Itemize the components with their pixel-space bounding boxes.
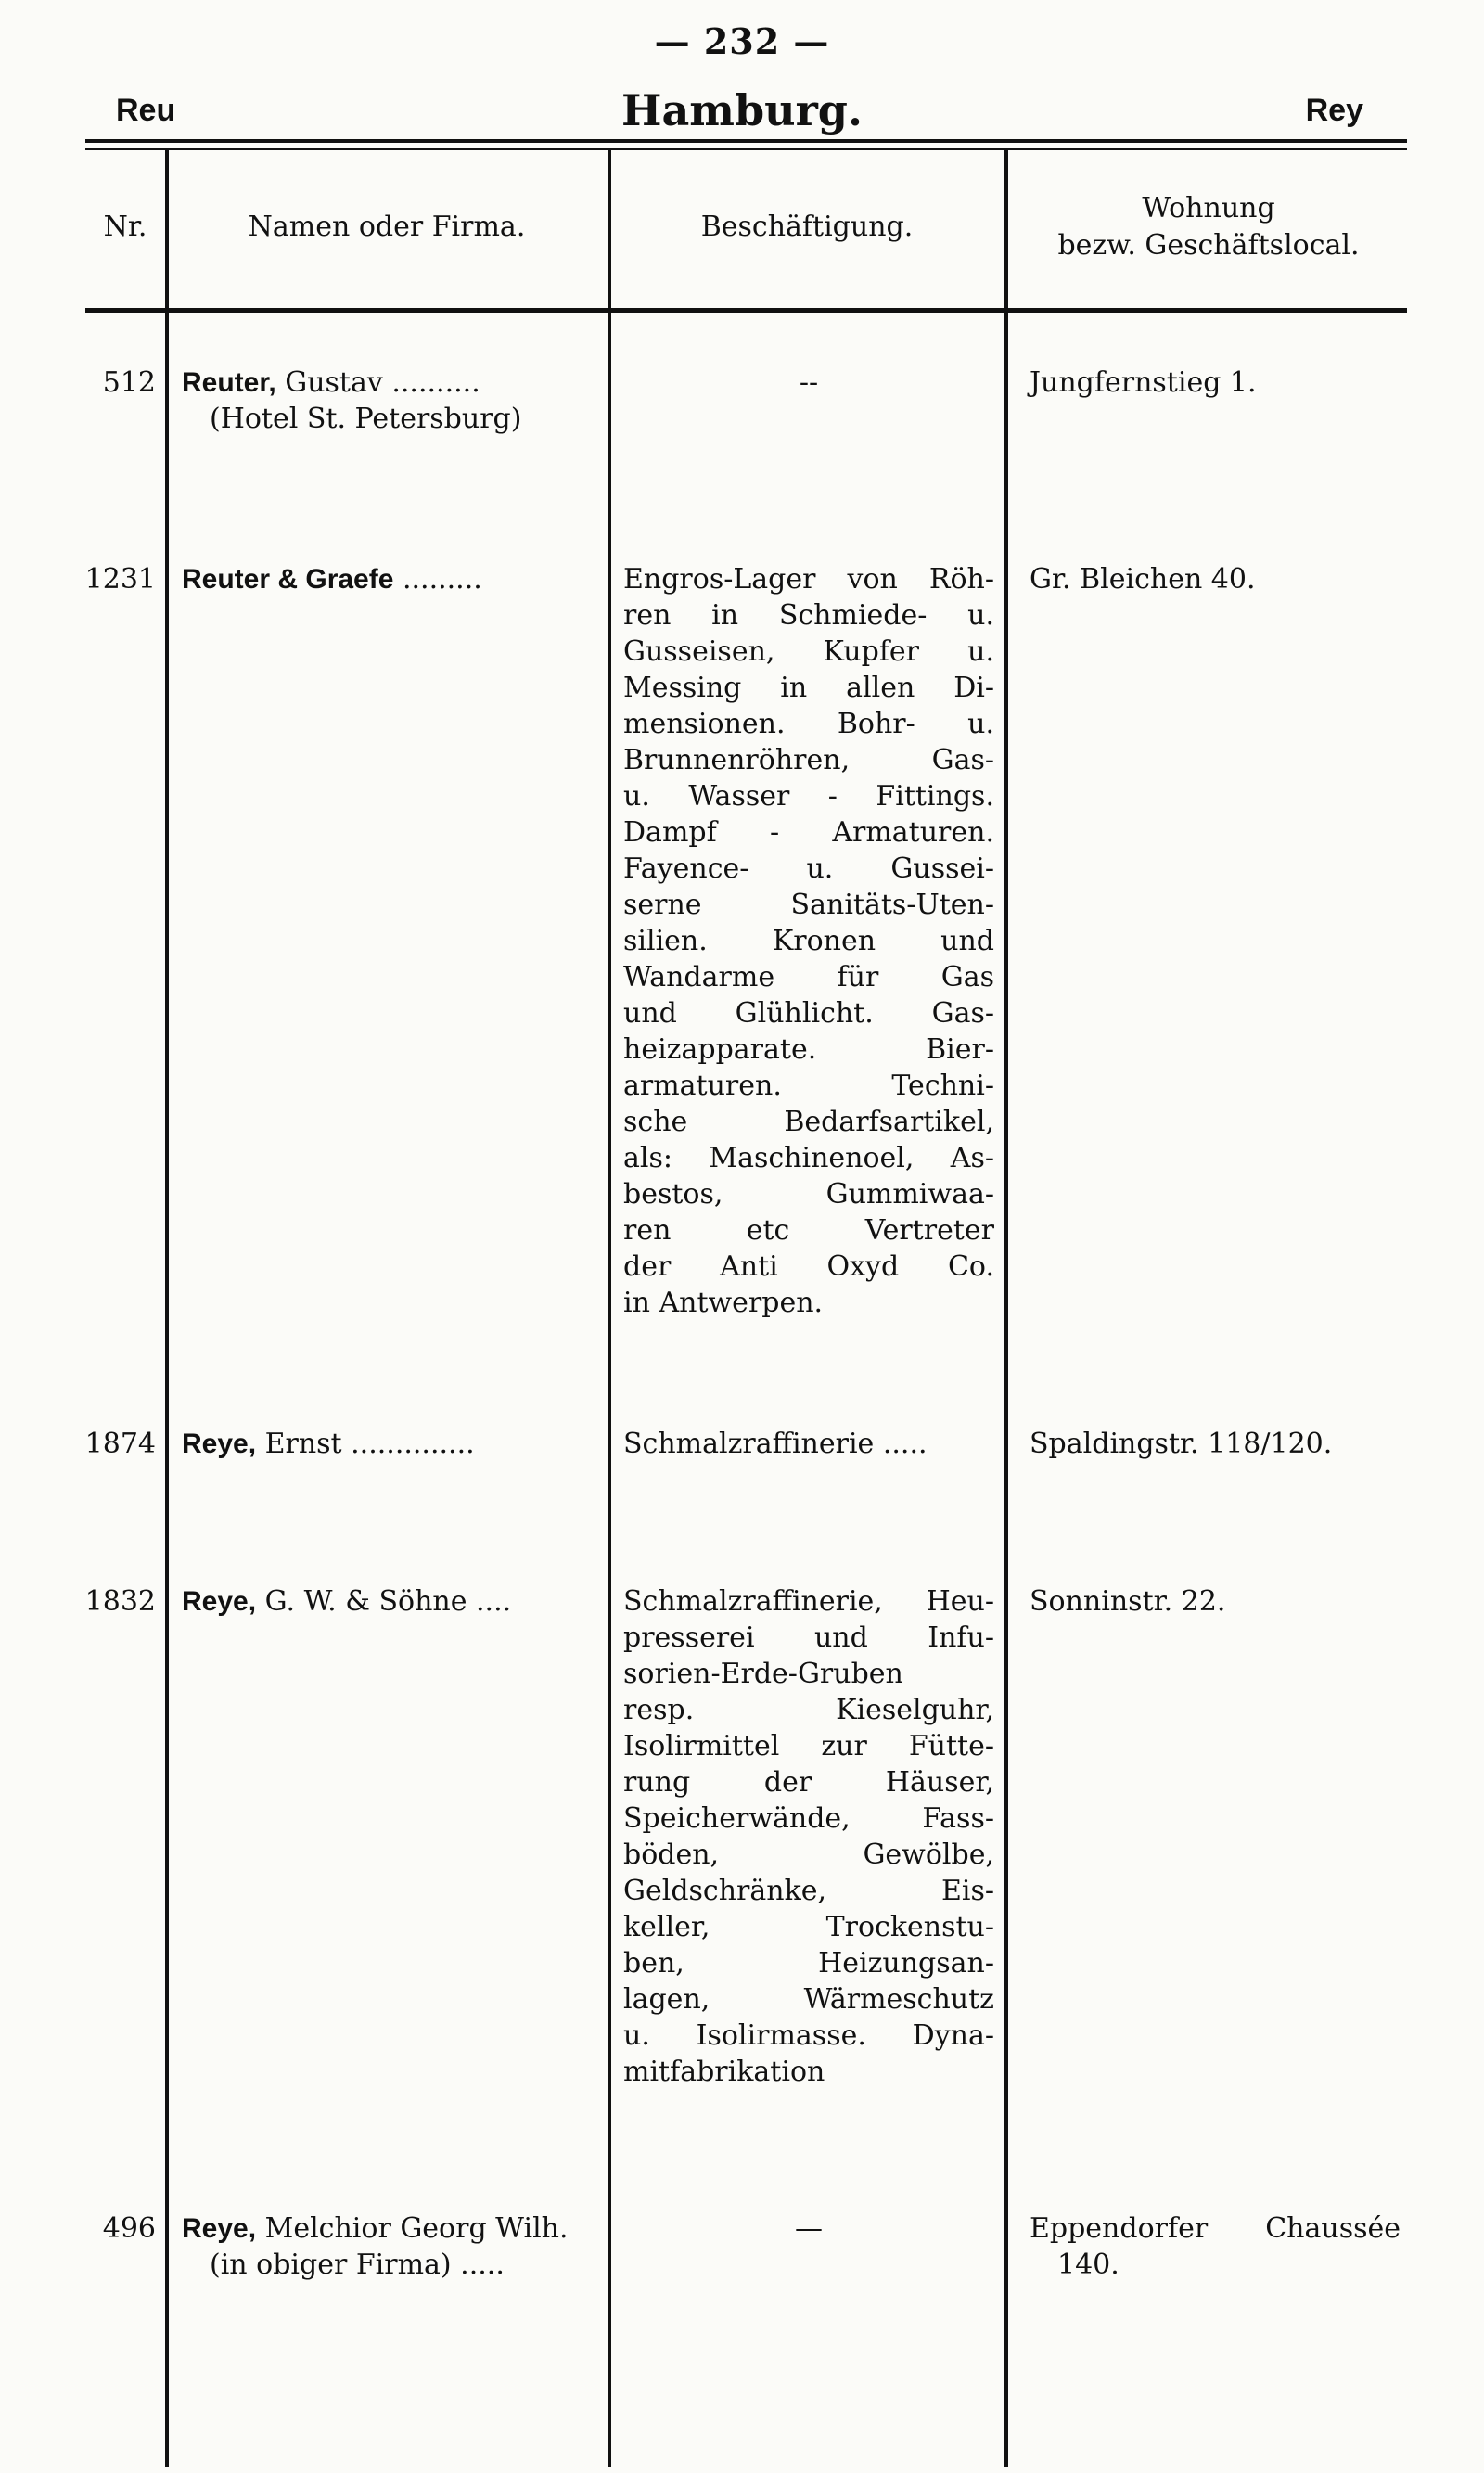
entry-address (1030, 1583, 1401, 1620)
entry-job-line: Geldschränke, Eis- (623, 1875, 994, 1907)
entry-name-rest: Gustav .......... (275, 366, 480, 399)
entry-address-line: 140. (1057, 2249, 1119, 2281)
entry-name (182, 2210, 599, 2283)
entry-nr: 512 (102, 366, 156, 399)
entry-job-line: Speicherwände, Fass- (623, 1802, 994, 1835)
page-number: — 232 — (654, 20, 830, 62)
entry-job-line: ben, Heizungsan- (623, 1947, 994, 1980)
column-divider-3 (1004, 148, 1008, 2467)
entry-job-line: als: Maschinenoel, As- (623, 1142, 994, 1174)
entry-job-line: sche Bedarfsartikel, (623, 1106, 994, 1138)
entry-name (182, 365, 599, 437)
entry-job-line: Fayence- u. Gussei- (623, 852, 994, 885)
entry-job-line: bestos, Gummiwaa- (623, 1178, 994, 1211)
entry-name-rest: G. W. & Söhne .... (256, 1585, 512, 1618)
entry-nr: 1231 (84, 563, 156, 596)
entry-name-bold: Reuter, (182, 367, 276, 398)
entry-name-bold: Reye, (182, 1429, 257, 1459)
entry-address (1030, 2210, 1401, 2283)
entry-job-line: sorien-Erde-Gruben (623, 1658, 903, 1690)
column-header-addr-line1: Wohnung (1142, 192, 1275, 224)
entry-job-line: rung der Häuser, (623, 1766, 994, 1799)
entry-job-line: in Antwerpen. (623, 1287, 824, 1319)
entry-address-line: Jungfernstieg 1. (1030, 366, 1257, 399)
entry-job-line: Wandarme für Gas (623, 961, 994, 993)
entry-job-line: — (795, 2212, 823, 2245)
entry-address (1030, 1426, 1401, 1462)
entry-job-line: Isolirmittel zur Fütte- (623, 1730, 994, 1762)
entry-job-line: -- (799, 366, 819, 399)
column-header-job: Beschäftigung. (700, 211, 914, 243)
header-rule-top (85, 139, 1407, 143)
entry-job-line: resp. Kieselguhr, (623, 1694, 994, 1726)
entry-job-line: keller, Trockenstu- (623, 1911, 994, 1943)
entry-job (623, 365, 994, 401)
entry-job-line: Engros-Lager von Röh- (623, 563, 994, 596)
entry-job-line: Dampf - Armaturen. (623, 816, 994, 849)
entry-job-line: böden, Gewölbe, (623, 1839, 994, 1871)
entry-job-line: ren in Schmiede- u. (623, 599, 994, 632)
entry-job-line: lagen, Wärmeschutz (623, 1983, 994, 2016)
running-head-right: Rey (1305, 93, 1363, 128)
entry-name (182, 561, 599, 597)
entry-name-rest: ......... (393, 563, 482, 596)
column-divider-2 (608, 148, 611, 2467)
entry-job-line: Schmalzraffinerie ..... (623, 1428, 928, 1460)
entry-job-line: Messing in allen Di- (623, 672, 994, 704)
entry-name (182, 1426, 599, 1462)
entry-job-line: u. Isolirmasse. Dyna- (623, 2019, 994, 2052)
entry-nr: 1832 (84, 1585, 156, 1618)
column-header-name: Namen oder Firma. (248, 211, 526, 243)
entry-job (623, 561, 994, 1321)
entry-address (1030, 561, 1401, 597)
entry-name (182, 1583, 599, 1620)
column-header-rule (85, 308, 1407, 313)
entry-job-line: Schmalzraffinerie, Heu- (623, 1585, 994, 1618)
entry-address-line: Spaldingstr. 118/120. (1030, 1428, 1333, 1460)
entry-job-line: der Anti Oxyd Co. (623, 1250, 994, 1283)
entry-job-line: u. Wasser - Fittings. (623, 780, 994, 813)
entry-job-line: mitfabrikation (623, 2056, 825, 2088)
entry-address-line: Gr. Bleichen 40. (1030, 563, 1256, 596)
entry-name-bold: Reuter & Graefe (182, 564, 394, 595)
header-rule-bottom (85, 148, 1407, 150)
entry-job-line: armaturen. Techni- (623, 1070, 994, 1102)
entry-job-line: heizapparate. Bier- (623, 1033, 994, 1066)
entry-job-line: presserei und Infu- (623, 1621, 994, 1654)
entry-nr: 1874 (84, 1428, 156, 1460)
entry-name-line2: (in obiger Firma) ..... (210, 2249, 505, 2281)
page-title: Hamburg. (621, 85, 863, 135)
entry-address-line: Eppendorfer Chaussée (1030, 2212, 1401, 2245)
column-divider-1 (165, 148, 169, 2467)
entry-job (623, 1583, 994, 2090)
entry-name-bold: Reye, (182, 1586, 257, 1617)
entry-job (623, 1426, 994, 1462)
entry-name-bold: Reye, (182, 2213, 257, 2244)
entry-name-line2: (Hotel St. Petersburg) (210, 403, 522, 435)
entry-job-line: ren etc Vertreter (623, 1214, 994, 1247)
entry-job-line: und Glühlicht. Gas- (623, 997, 994, 1030)
entry-job-line: silien. Kronen und (623, 925, 994, 957)
entry-address (1030, 365, 1401, 401)
column-header-addr-line2: bezw. Geschäftslocal. (1057, 229, 1360, 262)
entry-nr: 496 (102, 2212, 156, 2245)
entry-job (623, 2210, 994, 2247)
entry-address-line: Sonninstr. 22. (1030, 1585, 1226, 1618)
entry-job-line: Gusseisen, Kupfer u. (623, 635, 994, 668)
entry-job-line: Brunnenröhren, Gas- (623, 744, 994, 776)
running-head-left: Reu (116, 93, 176, 128)
entry-job-line: serne Sanitäts-Uten- (623, 889, 994, 921)
entry-name-rest: Ernst .............. (256, 1428, 475, 1460)
column-header-addr (1009, 190, 1408, 264)
entry-name-rest: Melchior Georg Wilh. (256, 2212, 569, 2245)
column-header-nr: Nr. (103, 211, 147, 243)
entry-job-line: mensionen. Bohr- u. (623, 708, 994, 740)
